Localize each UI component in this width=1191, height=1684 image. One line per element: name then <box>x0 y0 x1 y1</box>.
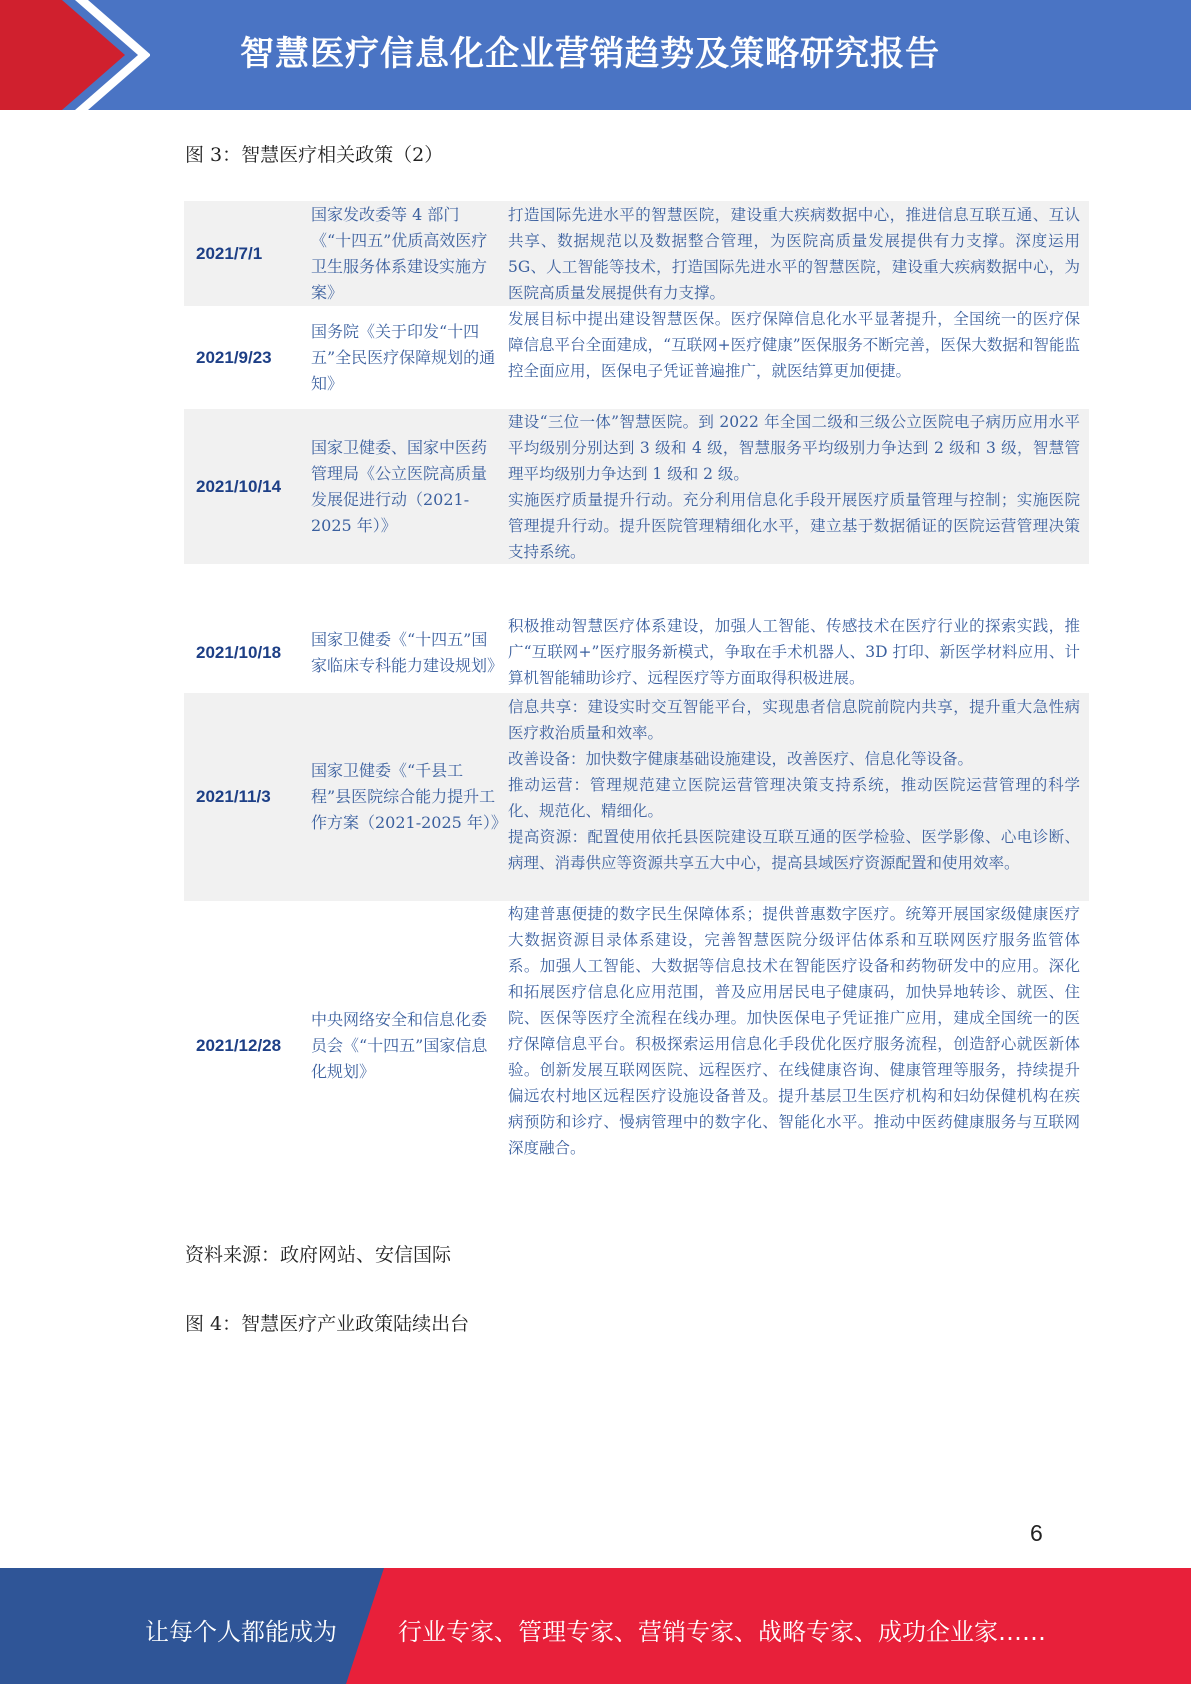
description-paragraph: 推动运营：管理规范建立医院运营管理决策支持系统，推动医院运营管理的科学化、规范化、精细化。 <box>508 776 1080 820</box>
policy-description <box>508 694 1080 876</box>
policy-date: 2021/9/23 <box>196 347 272 367</box>
policy-description <box>508 306 1080 384</box>
policy-description <box>508 613 1080 691</box>
figure-4-caption: 图 4：智慧医疗产业政策陆续出台 <box>185 1313 470 1335</box>
footer-slogan-lead: 让每个人都能成为 <box>145 1618 337 1646</box>
table-row <box>184 306 1089 409</box>
source-note: 资料来源：政府网站、安信国际 <box>185 1244 452 1266</box>
policy-document: 国家卫健委《“千县工程”县医院综合能力提升工作方案（2021-2025 年）》 <box>311 761 507 832</box>
header-arrow-decoration <box>0 0 150 110</box>
table-row <box>184 612 1089 693</box>
figure-3-caption: 图 3：智慧医疗相关政策（2） <box>185 144 444 166</box>
policy-date: 2021/10/18 <box>196 642 282 662</box>
table-spacer-row <box>184 564 1089 612</box>
policy-date: 2021/12/28 <box>196 1036 282 1055</box>
page-header <box>0 0 1191 110</box>
policy-description <box>508 901 1080 1161</box>
table-row <box>184 201 1089 306</box>
report-title: 智慧医疗信息化企业营销趋势及策略研究报告 <box>240 34 940 74</box>
description-paragraph: 提高资源：配置使用依托县医院建设互联互通的医学检验、医学影像、心电诊断、病理、消毒供应等资源共享五大中心，提高县域医疗资源配置和使用效率。 <box>508 828 1080 872</box>
description-paragraph: 发展目标中提出建设智慧医保。医疗保障信息化水平显著提升，全国统一的医疗保障信息平台全面建成，“互联网+医疗健康”医保服务不断完善，医保大数据和智能监控全面应用，医保电子凭证普遍推广，就医结算更加便捷。 <box>508 310 1080 380</box>
policy-document: 中央网络安全和信息化委员会《“十四五”国家信息化规划》 <box>311 1010 488 1081</box>
policy-description <box>508 409 1080 565</box>
policy-document: 国家发改委等 4 部门《“十四五”优质高效医疗卫生服务体系建设实施方案》 <box>311 204 488 302</box>
description-paragraph: 建设“三位一体”智慧医院。到 2022 年全国二级和三级公立医院电子病历应用水平平均级别分别达到 3 级和 4 级，智慧服务平均级别力争达到 2 级和 3 级，智慧管理平均级别力争达到 1 级和 2 级。 <box>508 413 1080 483</box>
description-paragraph: 积极推动智慧医疗体系建设，加强人工智能、传感技术在医疗行业的探索实践，推广“互联网+”医疗服务新模式，争取在手术机器人、3D 打印、新医学材料应用、计算机智能辅助诊疗、远程医疗等方面取得积极进展。 <box>508 617 1080 687</box>
policy-date: 2021/7/1 <box>196 243 263 263</box>
policy-date: 2021/11/3 <box>196 787 271 806</box>
description-paragraph: 信息共享：建设实时交互智能平台，实现患者信息院前院内共享，提升重大急性病医疗救治质量和效率。 <box>508 698 1080 742</box>
policy-description <box>508 202 1080 306</box>
policy-document: 国家卫健委、国家中医药管理局《公立医院高质量发展促进行动（2021-2025 年）》 <box>311 437 488 535</box>
policy-document: 国务院《关于印发“十四五”全民医疗保障规划的通知》 <box>311 321 496 393</box>
footer-slogan-roles: 行业专家、管理专家、营销专家、战略专家、成功企业家…… <box>398 1618 1046 1646</box>
policy-document: 国家卫健委《“十四五”国家临床专科能力建设规划》 <box>311 629 504 675</box>
description-paragraph: 实施医疗质量提升行动。充分利用信息化手段开展医疗质量管理与控制；实施医院管理提升行动。提升医院管理精细化水平，建立基于数据循证的医院运营管理决策支持系统。 <box>508 491 1080 561</box>
description-paragraph: 改善设备：加快数字健康基础设施建设，改善医疗、信息化等设备。 <box>508 750 974 768</box>
table-row <box>184 901 1089 1191</box>
description-paragraph: 构建普惠便捷的数字民生保障体系；提供普惠数字医疗。统筹开展国家级健康医疗大数据资源目录体系建设，完善智慧医院分级评估体系和互联网医疗服务监管体系。加强人工智能、大数据等信息技术在智能医疗设备和药物研发中的应用。深化和拓展医疗信息化应用范围，普及应用居民电子健康码，加快异地转诊、就医、住院、医保等医疗全流程在线办理。加快医保电子凭证推广应用，建成全国统一的医疗保障信息平台。积极探索运用信息化手段优化医疗服务流程，创造舒心就医新体验。创新发展互联网医院、远程医疗、在线健康咨询、健康管理等服务，持续提升偏远农村地区远程医疗设施设备普及。提升基层卫生医疗机构和妇幼保健机构在疾病预防和诊疗、慢病管理中的数字化、智能化水平。推动中医药健康服务与互联网深度融合。 <box>508 905 1080 1157</box>
policy-date: 2021/10/14 <box>196 476 282 496</box>
page-number: 6 <box>1030 1520 1043 1546</box>
table-row <box>184 693 1089 901</box>
policy-table <box>184 201 1089 1191</box>
page-footer <box>0 1568 1191 1684</box>
description-paragraph: 打造国际先进水平的智慧医院，建设重大疾病数据中心，推进信息互联互通、互认共享、数据规范以及数据整合管理，为医院高质量发展提供有力支撑。深度运用 5G、人工智能等技术，打造国际先进水平的智慧医院，建设重大疾病数据中心，为医院高质量发展提供有力支撑。 <box>508 206 1080 302</box>
table-row <box>184 409 1089 564</box>
